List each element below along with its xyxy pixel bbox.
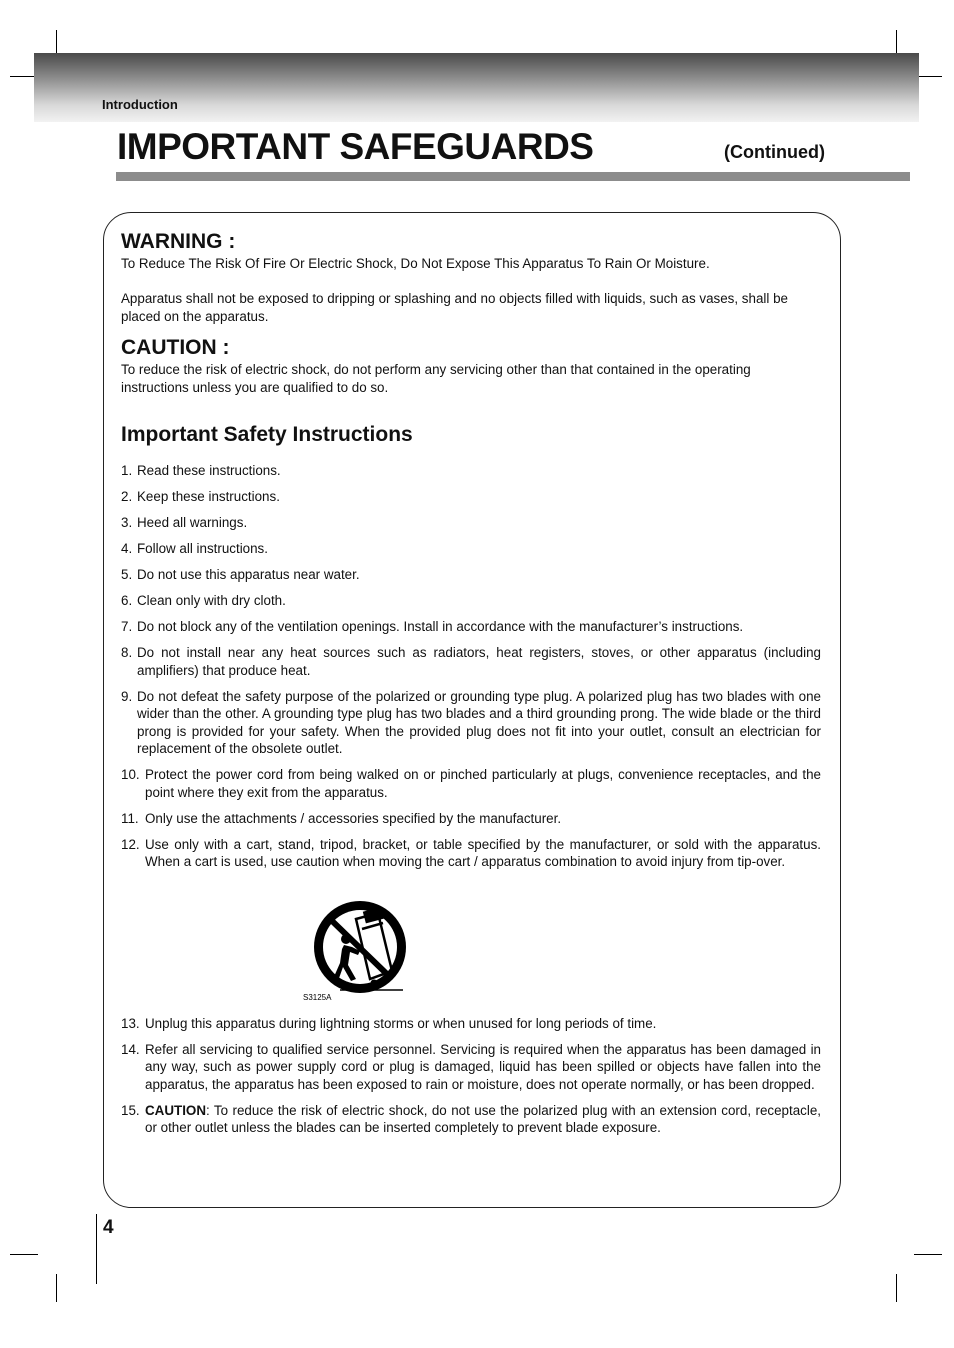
item-text: Only use the attachments / accessories specified by the manufacturer. [145,810,562,826]
item-number: 9. [121,688,133,704]
list-item [121,1102,821,1137]
crop-mark [914,1254,942,1255]
list-item [121,644,821,679]
cart-tip-over-figure [300,895,412,1005]
item-number: 11. [121,810,139,826]
item-text: Read these instructions. [137,463,281,478]
item-number: 5. [121,567,133,582]
item-text: Refer all servicing to qualified service personnel. Servicing is required when the apparatus has been damaged in any way, such as power supply cord or plug is damaged, liquid has been spilled or objects have fallen into the apparatus, the apparatus has been exposed to rain or moisture, does not operate normally, or has been dropped. [145,1041,821,1092]
list-item [121,688,821,758]
item-number: 7. [121,619,133,634]
item-number: 2. [121,489,133,504]
cart-tip-over-warning-icon [300,895,412,1005]
section-label: Introduction [102,97,178,112]
item-text: Unplug this apparatus during lightning storms or when unused for long periods of time. [145,1015,657,1031]
item-number: 4. [121,541,133,556]
item-text: Heed all warnings. [137,515,248,530]
crop-mark [10,1254,38,1255]
item-number: 12. [121,836,140,852]
item-number: 13. [121,1015,140,1031]
page-number: 4 [103,1217,114,1238]
item-number: 6. [121,593,133,608]
item-text: : To reduce the risk of electric shock, do not use the polarized plug with an extension cord, receptacle, or other outlet unless the blades can be inserted completely to prevent blade exposure. [145,1102,821,1135]
caution-heading: CAUTION : [121,336,230,359]
crop-mark [10,76,36,77]
item-text: Use only with a cart, stand, tripod, bracket, or table specified by the manufacturer, or sold with the apparatus. When a cart is used, use caution when moving the cart / apparatus combination to avoid injury from tip-over. [145,836,821,869]
title-rule [116,172,910,181]
list-item [121,836,821,871]
item-text: Do not use this apparatus near water. [137,567,360,582]
crop-mark [56,1274,57,1302]
crop-mark [916,76,942,77]
warning-text: To Reduce The Risk Of Fire Or Electric Shock, Do Not Expose This Apparatus To Rain Or Moisture. [121,256,710,271]
item-text: Clean only with dry cloth. [137,593,286,608]
item-number: 1. [121,463,133,478]
item-number: 3. [121,515,133,530]
list-item [121,618,821,636]
warning-text-2: Apparatus shall not be exposed to dripping or splashing and no objects filled with liquids, such as vases, shall be placed on the apparatus. [121,291,788,324]
page-number-rule [96,1214,97,1284]
item-text: Keep these instructions. [137,489,280,504]
list-item [121,514,821,532]
list-item [121,540,821,558]
caution-text: To reduce the risk of electric shock, do not perform any servicing other than that contained in the operating instructions unless you are qualified to do so. [121,362,751,395]
figure-code: S3125A [303,993,332,1002]
list-item [121,462,821,480]
item-number: 14. [121,1041,140,1057]
list-item [121,1041,821,1094]
item-number: 8. [121,645,133,660]
safety-instructions-list [121,462,821,1145]
list-item [121,766,821,801]
list-item [121,592,821,610]
item-text: Do not install near any heat sources such as radiators, heat registers, stoves, or other apparatus (including amplifiers) that produce heat. [137,645,821,678]
item-text: Do not defeat the safety purpose of the polarized or grounding type plug. A polarized plug has two blades with one wider than the other. A grounding type plug has two blades and a third grounding prong. The wide blade or the third prong is provided for your safety. When the provided plug does not fit into your outlet, consult an electrician for replacement of the obsolete outlet. [137,688,821,756]
crop-mark [896,1274,897,1302]
item-text: Do not block any of the ventilation openings. Install in accordance with the manufacturer’s instructions. [137,619,744,634]
list-item [121,488,821,506]
list-item [121,566,821,584]
item-text: Protect the power cord from being walked on or pinched particularly at plugs, convenience receptacles, and the point where they exit from the apparatus. [145,767,821,800]
item-number: 15. [121,1102,140,1118]
warning-heading: WARNING : [121,230,236,253]
item-text: Follow all instructions. [137,541,268,556]
continued-label: (Continued) [724,142,825,162]
list-item [121,810,821,828]
caution-emphasis: CAUTION [145,1102,206,1118]
list-item [121,1015,821,1033]
item-number: 10. [121,767,140,782]
instructions-heading: Important Safety Instructions [121,423,413,446]
page-title: IMPORTANT SAFEGUARDS [117,126,594,167]
